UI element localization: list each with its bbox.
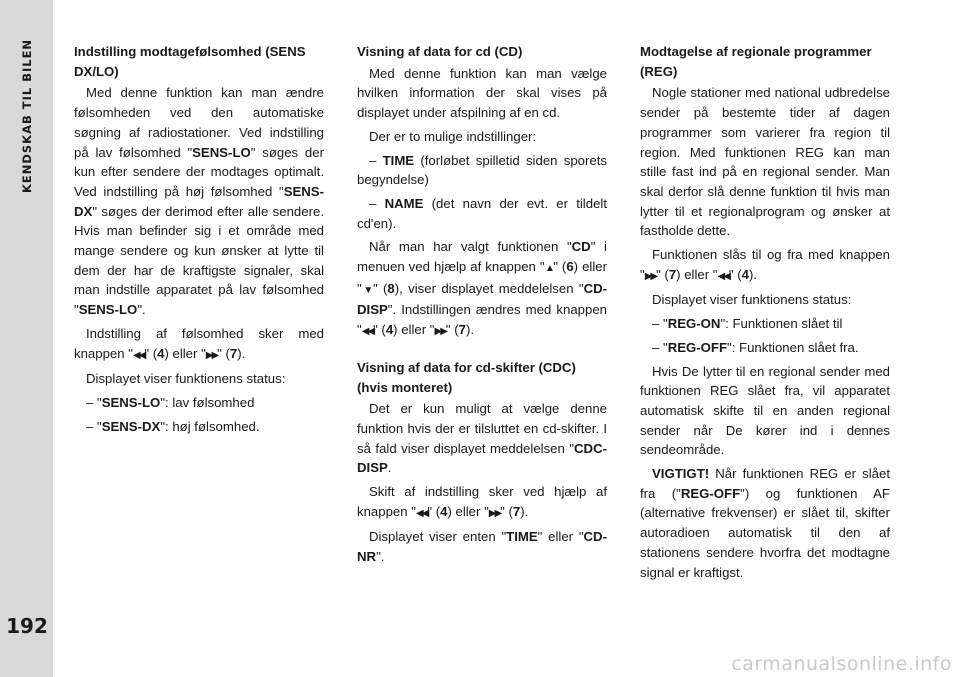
section-tab-label: KENDSKAB TIL BILEN [20, 38, 35, 194]
important-label: VIGTIGT! [652, 466, 710, 482]
heading-regional: Modtagelse af regionale programmer (REG) [640, 44, 872, 79]
paragraph-regional-status: Displayet viser funktionens status: [652, 292, 852, 308]
down-arrow-icon: ▼ [361, 284, 373, 296]
list-item: – "SENS-LO": lav følsomhed [86, 394, 255, 410]
rewind-icon: ◀◀ [717, 270, 729, 282]
paragraph-sensitivity-intro: Med denne funktion kan man ændre følsomheden ved den automatiske søgning af radiostationer. Ved indstilling på lav følsomhed "SENS-LO" søges der kun efter sendere der modtages optimalt. Ved indstilling på høj følsomhed "SENS-DX" søges der derimod efter alle sendere. Hvis man befinder sig i et område med mange sendere og kun ønsker at lytte til dem der har de kraftigste signaler, skal man indstille apparatet på lav følsomhed "SENS-LO". [74, 85, 324, 318]
paragraph-regional-intro: Nogle stationer med national udbredelse sender på bestemte tider af dagen programmer som varierer fra region til region. Med funktionen REG kan man stille fast ind på en regional sender. Man skal derfor slå denne funktion til hvis man lytter til et regionalprogram og ønsker at fastholde dette. [640, 85, 890, 239]
sidebar [0, 0, 53, 677]
heading-cd-display: Visning af data for cd (CD) [357, 44, 523, 59]
forward-icon: ▶▶ [644, 270, 657, 282]
list-item: – "SENS-DX": høj følsomhed. [86, 418, 260, 434]
page-number: 192 [6, 614, 48, 638]
column-2 [357, 42, 607, 571]
list-item: – NAME (det navn der evt. er tildelt cd'en). [357, 195, 607, 231]
rewind-icon: ◀◀ [132, 349, 145, 361]
paragraph-important: VIGTIGT! Når funktionen REG er slået fra ("REG-OFF") og funktionen AF (alternative frekvenser) er slået til, skifter autoradioen automatisk til den af stationens sendere hvorfra det modtagne signal er kraftigst. [640, 466, 890, 580]
heading-cdc-display: Visning af data for cd-skifter (CDC) (hvis monteret) [357, 359, 576, 395]
paragraph-cd-buttons: Når man har valgt funktionen "CD" i menuen ved hjælp af knappen "▲" (6) eller "▼" (8), viser displayet meddelelsen "CD-DISP". Indstillingen ændres med knappen "◀◀" (4) eller "▶▶" (7). [357, 239, 608, 338]
section-tab [14, 38, 40, 194]
forward-icon: ▶▶ [488, 507, 501, 519]
forward-icon: ▶▶ [434, 326, 446, 338]
heading-sensitivity: Indstilling modtagefølsomhed (SENS DX/LO) [74, 44, 306, 79]
forward-icon: ▶▶ [205, 349, 218, 361]
paragraph-cdc-intro: Det er kun muligt at vælge denne funktion hvis der er tilsluttet en cd-skifter. I så fald viser displayet meddelelsen "CDC-DISP. [357, 401, 607, 476]
rewind-icon: ◀◀ [415, 507, 428, 519]
column-1 [74, 42, 324, 440]
paragraph-regional-buttons: Funktionen slås til og fra med knappen "▶▶" (7) eller "◀◀" (4). [640, 247, 890, 282]
list-item: – "REG-ON": Funktionen slået til [652, 316, 843, 332]
up-arrow-icon: ▲ [544, 263, 554, 275]
watermark: carmanualsonline.info [731, 653, 952, 675]
list-item: – "REG-OFF": Funktionen slået fra. [652, 339, 859, 355]
list-item: – TIME (forløbet spilletid siden sporets begyndelse) [357, 152, 607, 188]
paragraph-cdc-buttons: Skift af indstilling sker ved hjælp af knappen "◀◀" (4) eller "▶▶" (7). [357, 484, 607, 519]
paragraph-cd-options: Der er to mulige indstillinger: [369, 128, 537, 144]
rewind-icon: ◀◀ [361, 326, 374, 338]
paragraph-cd-intro: Med denne funktion kan man vælge hvilken information der skal vises på displayet under afspilning af en cd. [357, 65, 607, 121]
column-3 [640, 42, 890, 586]
paragraph-cdc-status: Displayet viser enten "TIME" eller "CD-NR". [357, 529, 607, 565]
paragraph-regional-switch: Hvis De lytter til en regional sender med funktionen REG slået fra, vil apparatet automatisk skifte til en anden regional sender når De kører ind i dennes sendeområde. [640, 363, 890, 458]
paragraph-status: Displayet viser funktionens status: [86, 371, 286, 387]
paragraph-sensitivity-buttons: Indstilling af følsomhed sker med knappen "◀◀" (4) eller "▶▶" (7). [74, 325, 324, 361]
